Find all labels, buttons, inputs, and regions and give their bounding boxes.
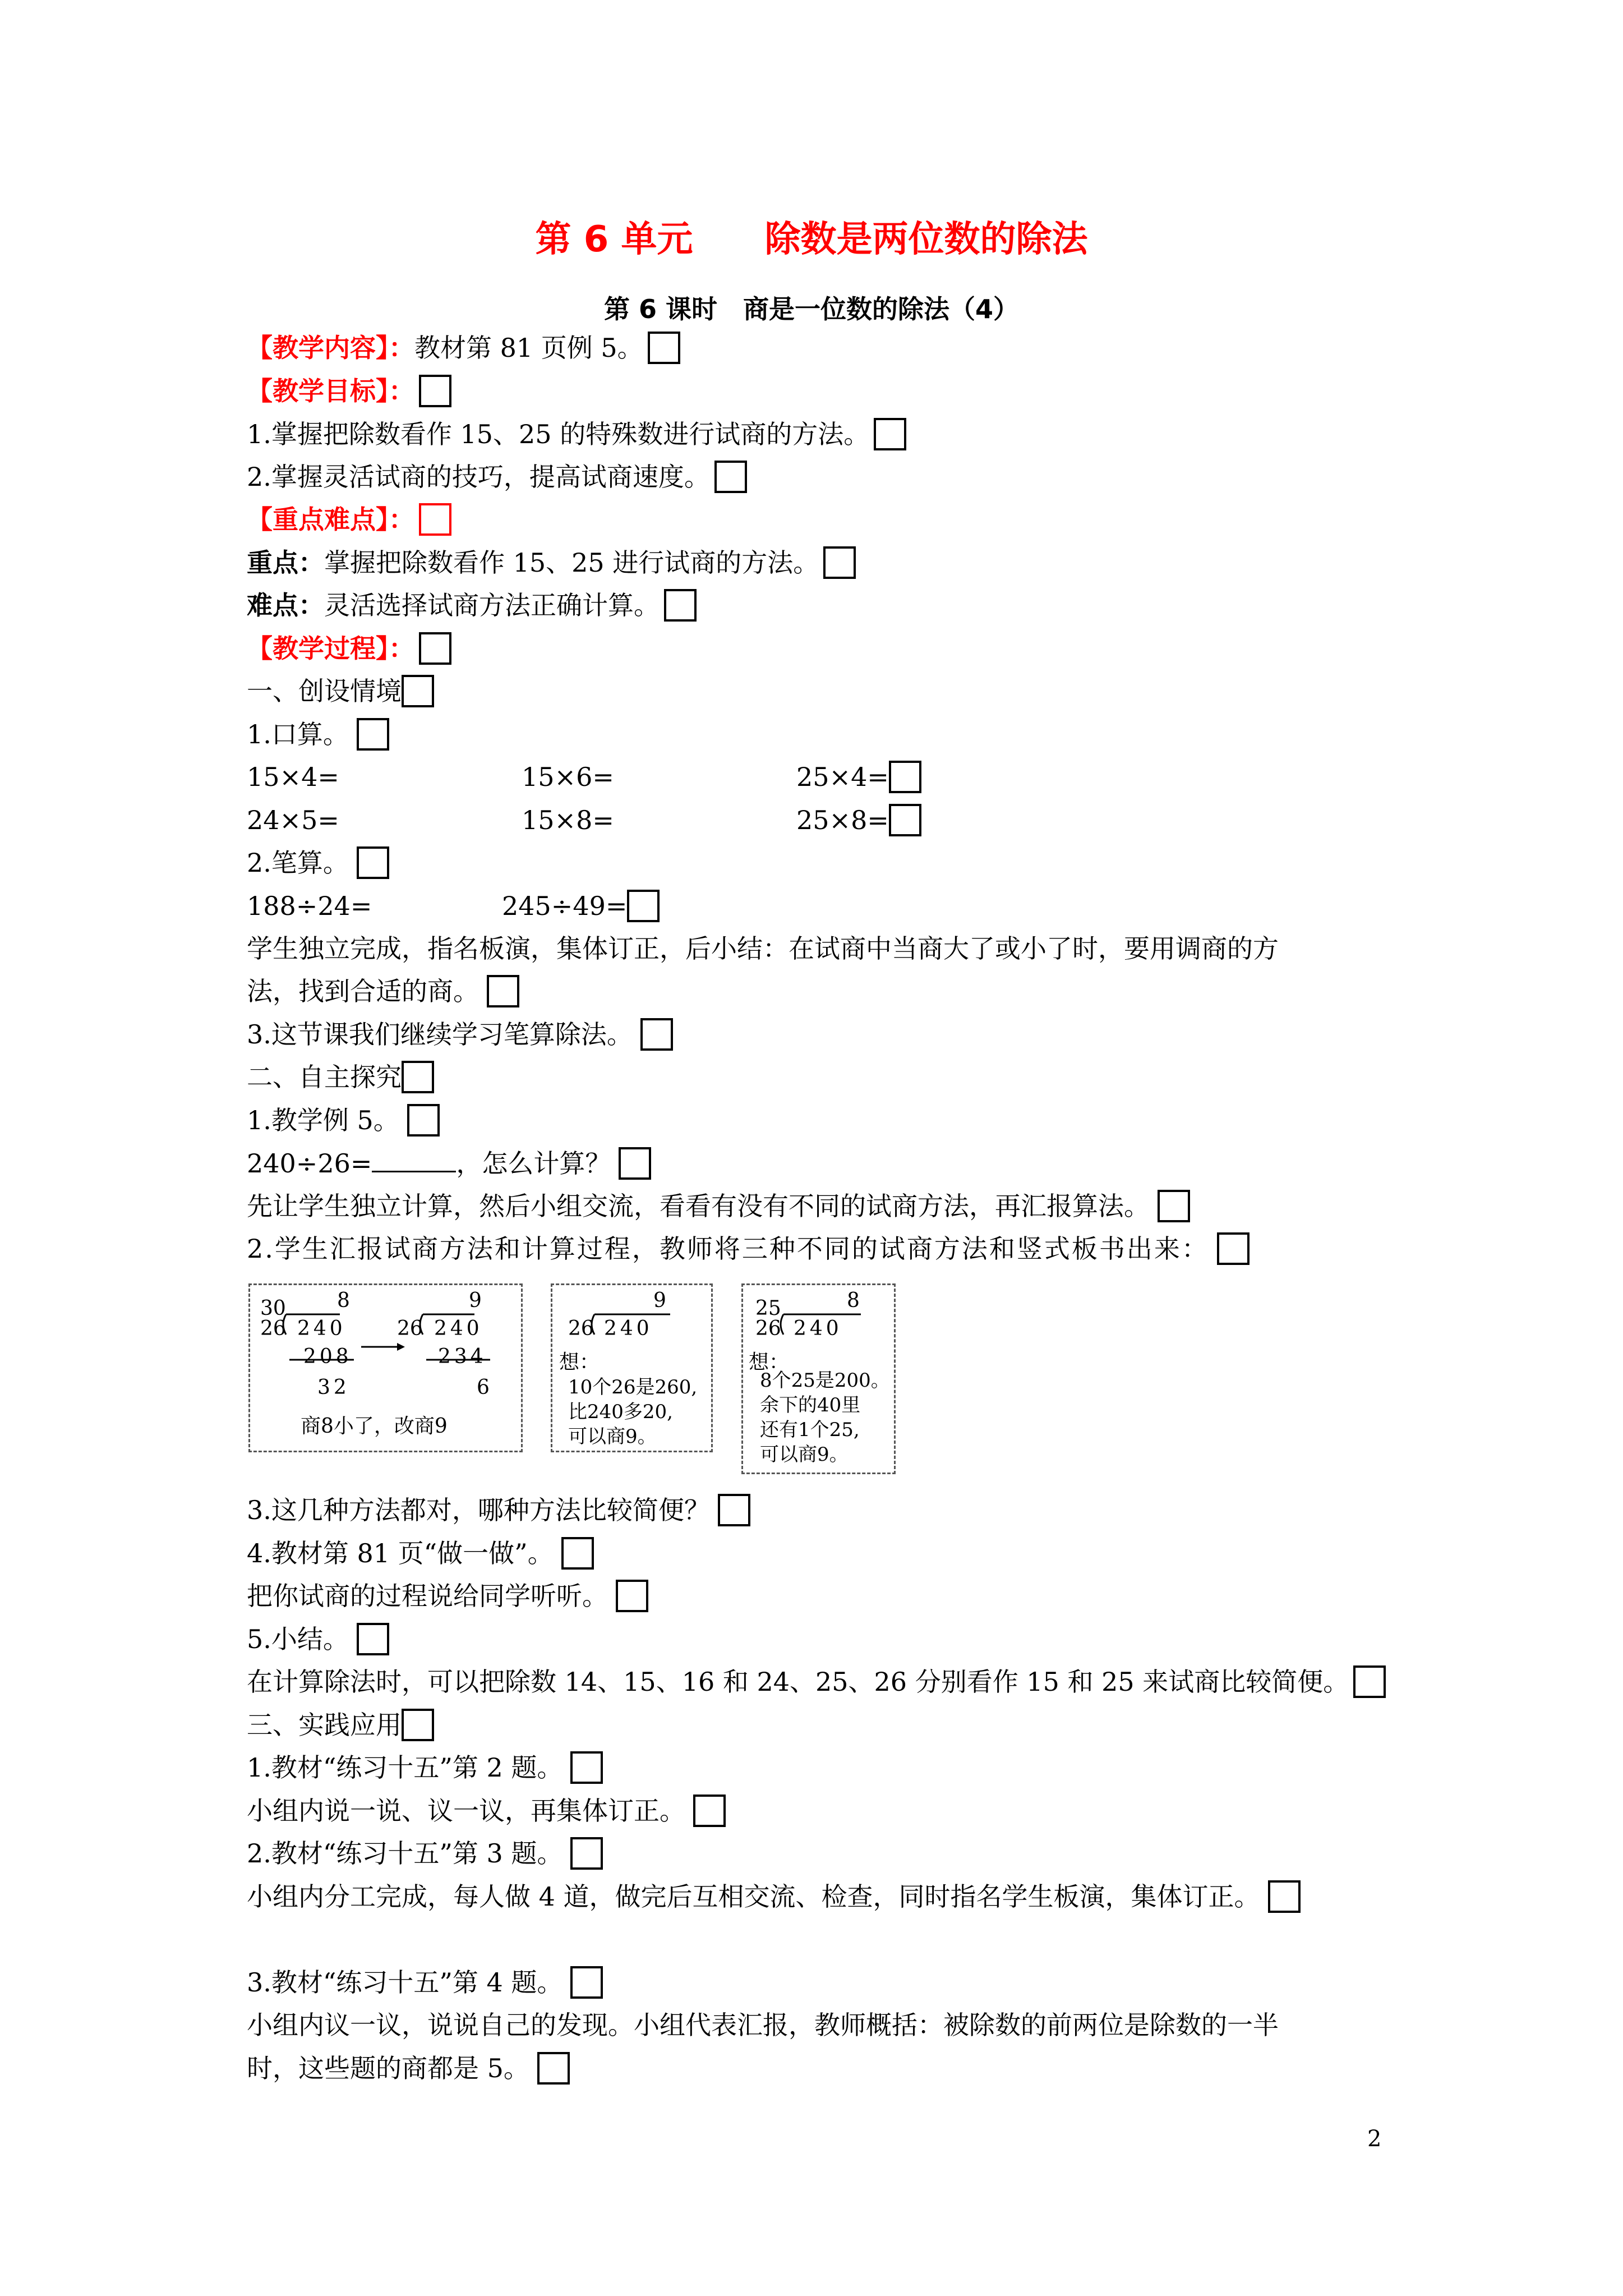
think-line: 比240多20, xyxy=(568,1401,673,1423)
divisor: 26 xyxy=(260,1317,286,1340)
question-3-text: 3.这几种方法都对，哪种方法比较简便？ xyxy=(247,1495,710,1525)
checkbox[interactable] xyxy=(419,375,451,407)
question-5-text: 5.小结。 xyxy=(247,1624,349,1654)
checkbox[interactable] xyxy=(537,2052,570,2085)
think-label: 想： xyxy=(559,1351,600,1374)
section-1-text: 一、创设情境 xyxy=(247,676,402,706)
checkbox[interactable] xyxy=(823,546,856,579)
content-line xyxy=(247,330,680,366)
difficulty-label: 难点： xyxy=(247,590,324,620)
checkbox[interactable] xyxy=(357,718,389,751)
difficulty-text: 灵活选择试商方法正确计算。 xyxy=(324,590,660,620)
practice-3-detail-2-text: 时，这些题的商都是 5。 xyxy=(247,2053,529,2083)
checkbox[interactable] xyxy=(402,1061,434,1093)
summary-line-1: 学生独立完成，指名板演，集体订正，后小结：在试商中当商大了或小了时，要用调商的方 xyxy=(247,933,1279,964)
quotient-first: 8 xyxy=(337,1289,350,1312)
practice-1-detail-text: 小组内说一说、议一议，再集体订正。 xyxy=(247,1796,685,1826)
section-2-text: 二、自主探究 xyxy=(247,1062,402,1092)
divisor-guess: 30 xyxy=(260,1297,286,1320)
checkbox[interactable] xyxy=(874,418,906,450)
oral-item: 15×4= xyxy=(247,762,339,792)
practice-1 xyxy=(247,1750,603,1786)
checkbox[interactable] xyxy=(889,804,921,836)
question-5-detail-text: 在计算除法时，可以把除数 14、15、16 和 24、25、26 分别看作 15 和 25 来试商比较简便。 xyxy=(247,1667,1349,1697)
checkbox[interactable] xyxy=(1268,1880,1301,1913)
checkbox[interactable] xyxy=(561,1537,594,1570)
method-box-3 xyxy=(741,1283,896,1474)
practice-2-detail-text: 小组内分工完成，每人做 4 道，做完后互相交流、检查，同时指名学生板演，集体订正。 xyxy=(247,1881,1260,1912)
checkbox[interactable] xyxy=(718,1494,750,1526)
objectives-heading xyxy=(247,373,451,409)
think-label: 想： xyxy=(749,1351,790,1374)
process-label: 【教学过程】： xyxy=(247,633,414,664)
checkbox[interactable] xyxy=(1217,1232,1249,1265)
quotient: 9 xyxy=(653,1289,666,1312)
summary-line-2-text: 法，找到合适的商。 xyxy=(247,976,479,1006)
checkbox[interactable] xyxy=(693,1795,726,1827)
divisor-guess: 25 xyxy=(755,1297,781,1320)
section-3 xyxy=(247,1707,434,1743)
key-point-label: 重点： xyxy=(247,547,324,578)
question-4-detail-text: 把你试商的过程说给同学听听。 xyxy=(247,1581,608,1611)
practice-2-detail xyxy=(247,1879,1301,1915)
practice-1-detail xyxy=(247,1793,726,1829)
checkbox[interactable] xyxy=(1158,1190,1190,1222)
dividend: 240 xyxy=(297,1317,346,1340)
oral-item xyxy=(796,802,921,839)
adjust-note: 商8小了，改商9 xyxy=(301,1415,448,1438)
think-line: 还有1个25, xyxy=(760,1419,860,1441)
checkbox[interactable] xyxy=(1353,1665,1386,1698)
written-item xyxy=(502,888,660,924)
question-3 xyxy=(247,1492,750,1529)
checkbox[interactable] xyxy=(616,1580,648,1612)
checkbox[interactable] xyxy=(402,675,434,707)
section-1 xyxy=(247,673,434,710)
content-label: 【教学内容】： xyxy=(247,333,414,363)
checkbox[interactable] xyxy=(357,1623,389,1655)
practice-3-text: 3.教材“练习十五”第 4 题。 xyxy=(247,1967,563,1998)
remainder-first: 32 xyxy=(317,1376,350,1399)
example-instruction xyxy=(247,1188,1190,1225)
think-line: 可以商9。 xyxy=(760,1443,849,1466)
oral-item-text: 25×8= xyxy=(796,805,889,835)
practice-3-detail-1: 小组内议一议，说说自己的发现。小组代表汇报，教师概括：被除数的前两位是除数的一半 xyxy=(247,2010,1279,2040)
written-label: 2.笔算。 xyxy=(247,848,349,878)
question-4-detail xyxy=(247,1578,648,1614)
difficulty-line xyxy=(247,587,697,624)
practice-2-text: 2.教材“练习十五”第 3 题。 xyxy=(247,1838,563,1869)
quotient: 8 xyxy=(847,1289,860,1312)
checkbox[interactable] xyxy=(889,761,921,793)
page-number: 2 xyxy=(1367,2126,1382,2152)
think-line: 10个26是260, xyxy=(568,1376,698,1398)
method-box-1 xyxy=(248,1283,523,1452)
objective-1-text: 1.掌握把除数看作 15、25 的特殊数进行试商的方法。 xyxy=(247,419,870,449)
written-heading xyxy=(247,845,389,881)
example-label: 1.教学例 5。 xyxy=(247,1105,399,1135)
key-point-text: 掌握把除数看作 15、25 进行试商的方法。 xyxy=(324,547,819,578)
answer-blank[interactable] xyxy=(372,1145,456,1172)
oral-item: 15×6= xyxy=(522,762,614,792)
written-item-text: 245÷49= xyxy=(502,891,628,921)
practice-3-detail-2 xyxy=(247,2050,570,2087)
oral-item-text: 25×4= xyxy=(796,762,889,792)
checkbox[interactable] xyxy=(402,1709,434,1741)
divisor: 26 xyxy=(568,1317,594,1340)
checkbox[interactable] xyxy=(419,503,451,536)
process-heading xyxy=(247,631,451,667)
think-line: 8个25是200。 xyxy=(760,1369,890,1392)
oral-item: 24×5= xyxy=(247,805,339,835)
example-question-ask: ，怎么计算？ xyxy=(456,1148,611,1179)
checkbox[interactable] xyxy=(714,461,747,493)
summary-line-2 xyxy=(247,973,519,1010)
objective-1 xyxy=(247,416,906,453)
think-line: 可以商9。 xyxy=(568,1425,657,1448)
key-heading xyxy=(247,501,451,538)
section-3-text: 三、实践应用 xyxy=(247,1710,402,1740)
example-instruction-text: 先让学生独立计算，然后小组交流，看看有没有不同的试商方法，再汇报算法。 xyxy=(247,1191,1150,1221)
objectives-label: 【教学目标】： xyxy=(247,376,414,406)
checkbox[interactable] xyxy=(640,1018,673,1051)
practice-3 xyxy=(247,1964,603,2001)
checkbox[interactable] xyxy=(570,1837,603,1870)
example-question xyxy=(247,1145,651,1182)
checkbox[interactable] xyxy=(419,632,451,665)
divisor: 26 xyxy=(755,1317,781,1340)
key-label: 【重点难点】： xyxy=(247,504,414,535)
think-line: 余下的40里 xyxy=(760,1394,861,1416)
section-2 xyxy=(247,1059,434,1096)
report-line-text: 2.学生汇报试商方法和计算过程，教师将三种不同的试商方法和竖式板书出来： xyxy=(247,1234,1209,1264)
question-5-detail xyxy=(247,1664,1386,1700)
practice-2 xyxy=(247,1835,603,1872)
dividend: 240 xyxy=(604,1317,653,1340)
practice-1-text: 1.教材“练习十五”第 2 题。 xyxy=(247,1752,563,1783)
method-box-2 xyxy=(551,1283,713,1452)
divisor: 26 xyxy=(397,1317,423,1340)
objective-2 xyxy=(247,459,747,495)
question-5 xyxy=(247,1621,389,1658)
checkbox[interactable] xyxy=(570,1966,603,1999)
oral-heading xyxy=(247,716,389,753)
key-point-line xyxy=(247,545,856,581)
checkbox[interactable] xyxy=(570,1751,603,1784)
example-question-expr: 240÷26= xyxy=(247,1148,372,1179)
oral-label: 1.口算。 xyxy=(247,719,349,749)
dividend: 240 xyxy=(434,1317,483,1340)
checkbox[interactable] xyxy=(357,846,389,879)
question-4-text: 4.教材第 81 页“做一做”。 xyxy=(247,1538,554,1568)
question-4 xyxy=(247,1535,594,1572)
checkbox[interactable] xyxy=(664,589,697,622)
checkbox[interactable] xyxy=(407,1104,440,1137)
oral-item xyxy=(796,759,921,795)
objective-2-text: 2.掌握灵活试商的技巧，提高试商速度。 xyxy=(247,462,710,492)
oral-item: 15×8= xyxy=(522,805,614,835)
lesson-subtitle: 第 6 课时 商是一位数的除法（4） xyxy=(603,294,1020,324)
remainder-second: 6 xyxy=(477,1376,490,1399)
example-heading xyxy=(247,1102,440,1139)
continue-line xyxy=(247,1016,673,1053)
checkbox[interactable] xyxy=(487,975,519,1007)
unit-title: 第 6 单元 除数是两位数的除法 xyxy=(535,219,1088,260)
quotient-second: 9 xyxy=(469,1289,482,1312)
product-second: 234 xyxy=(438,1345,487,1368)
dividend: 240 xyxy=(794,1317,842,1340)
checkbox[interactable] xyxy=(627,890,660,922)
content-text: 教材第 81 页例 5。 xyxy=(414,333,643,363)
checkbox[interactable] xyxy=(619,1147,651,1180)
product-first: 208 xyxy=(303,1345,352,1368)
checkbox[interactable] xyxy=(648,332,680,364)
report-line xyxy=(247,1231,1249,1267)
written-item: 188÷24= xyxy=(247,891,372,921)
continue-text: 3.这节课我们继续学习笔算除法。 xyxy=(247,1019,633,1050)
